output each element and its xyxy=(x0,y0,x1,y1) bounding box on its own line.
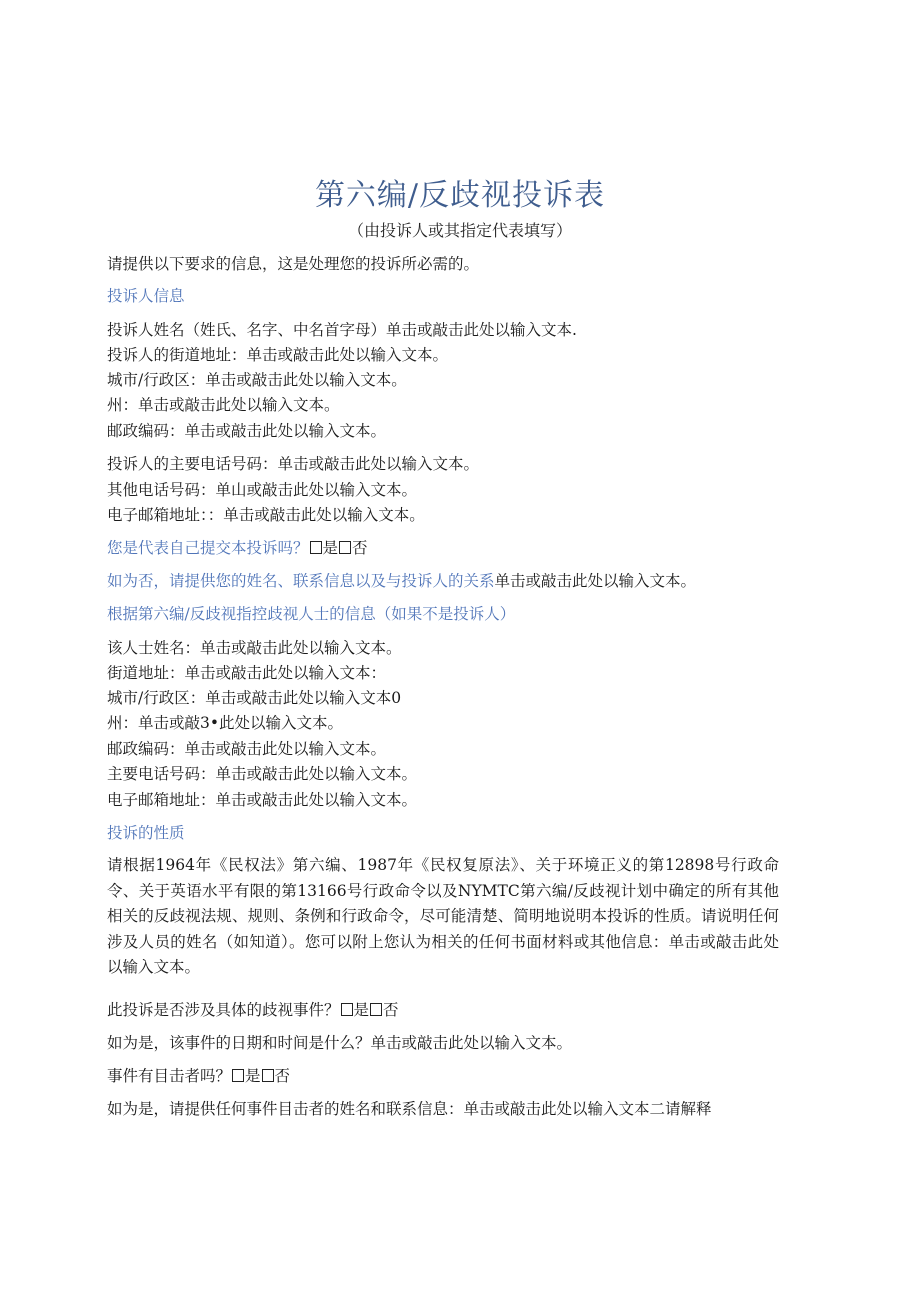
complainant-street-field[interactable]: 单击或敲击此处以输入文本。 xyxy=(246,346,449,364)
discriminator-email-row xyxy=(107,790,417,810)
complainant-city-field[interactable]: 单击或敲击此处以输入文本。 xyxy=(205,371,407,389)
field-label: 该人士姓名： xyxy=(107,639,201,657)
discriminator-street-field[interactable]: 单击或敲击此处以输入文本： xyxy=(184,664,387,682)
field-label: 城市/行政区： xyxy=(107,689,206,707)
witness-question: 事件有目击者吗？ xyxy=(107,1067,232,1085)
field-label: 州： xyxy=(107,714,139,732)
checkbox-label-no: 否 xyxy=(274,1067,291,1085)
incident-question: 此投诉是否涉及具体的歧视事件？ xyxy=(107,1001,340,1019)
incident-date-label: 如为是，该事件的日期和时间是什么？ xyxy=(107,1034,371,1052)
field-label: 街道地址： xyxy=(107,664,185,682)
complainant-phone-row xyxy=(107,454,479,474)
complainant-street-row xyxy=(107,345,448,365)
field-label: 州： xyxy=(107,396,139,414)
discriminator-name-field[interactable]: 单击或敲击此处以输入文本。 xyxy=(200,639,402,657)
checkbox-label-yes: 是 xyxy=(245,1067,261,1085)
complainant-other-phone-field[interactable]: 单山或敲击此处以输入文本。 xyxy=(215,481,418,499)
discriminator-city-row xyxy=(107,688,401,708)
page-title: 第六编/反歧视投诉表 xyxy=(314,178,606,213)
representative-info-field[interactable]: 单击或敲击此处以输入文本。 xyxy=(494,572,697,590)
complainant-other-phone-row xyxy=(107,480,417,500)
field-label: 投诉人的主要电话号码： xyxy=(107,455,278,473)
nature-field[interactable]: 单击或敲击此处以输入文本。 xyxy=(107,932,779,977)
self-submit-row xyxy=(107,538,368,558)
checkbox-label-no: 否 xyxy=(383,1001,399,1019)
complainant-email-field[interactable]: 单击或敲击此处以输入文本。 xyxy=(223,506,425,524)
incident-date-row xyxy=(107,1033,572,1053)
complainant-email-row xyxy=(107,505,425,525)
complainant-city-row xyxy=(107,370,407,390)
checkbox-label-yes: 是 xyxy=(322,539,339,557)
witness-yes-checkbox[interactable] xyxy=(232,1069,244,1082)
discriminator-street-row xyxy=(107,663,386,683)
nature-description: 请根据1964年《民权法》第六编、1987年《民权复原法》、关于环境正义的第12898号行政命令、关于英语水平有限的第13166号行政命令以及NYMTC第六编/反歧视计划中确定的所有其他相关的反歧视法规、规则、条例和行政命令，尽可能清楚、简明地说明本投诉的性质。请说明任何涉及人员的姓名（如知道）。您可以附上您认为相关的任何书面材料或其他信息： xyxy=(107,856,779,951)
complainant-state-field[interactable]: 单击或敲击此处以输入文本。 xyxy=(138,396,340,414)
incident-yes-checkbox[interactable] xyxy=(341,1003,353,1016)
witness-info-label: 如为是，请提供任何事件目击者的姓名和联系信息： xyxy=(107,1100,464,1118)
discriminator-phone-field[interactable]: 单击或敲击此处以输入文本。 xyxy=(215,765,418,783)
witness-info-row xyxy=(107,1099,712,1119)
discriminator-state-field[interactable]: 单击或敲3•此处以输入文本。 xyxy=(138,714,344,732)
complainant-phone-field[interactable]: 单击或敲击此处以输入文本。 xyxy=(277,455,480,473)
field-label: 投诉人姓名（姓氏、名字、中名首字母） xyxy=(107,321,387,339)
witness-no-checkbox[interactable] xyxy=(262,1069,274,1082)
incident-row xyxy=(107,1000,399,1020)
discriminator-heading: 根据第六编/反歧视指控歧视人士的信息（如果不是投诉人） xyxy=(107,605,516,623)
field-label: 其他电话号码： xyxy=(107,481,216,499)
field-label: 城市/行政区： xyxy=(107,371,206,389)
discriminator-zip-row xyxy=(107,739,386,759)
if-no-label: 如为否，请提供您的姓名、联系信息以及与投诉人的关系 xyxy=(107,572,495,590)
checkbox-label-no: 否 xyxy=(352,539,368,557)
discriminator-email-field[interactable]: 单击或敲击此处以输入文本。 xyxy=(215,791,418,809)
field-label: 邮政编码： xyxy=(107,740,185,758)
witness-row xyxy=(107,1066,290,1086)
page-subtitle: （由投诉人或其指定代表填写） xyxy=(347,221,572,240)
complainant-name-field[interactable]: 单击或敲击此处以输入文本. xyxy=(386,321,577,339)
field-label: 电子邮箱地址：： xyxy=(107,506,224,524)
checkbox-label-yes: 是 xyxy=(353,1001,370,1019)
complainant-zip-row xyxy=(107,421,386,441)
intro-text: 请提供以下要求的信息，这是处理您的投诉所必需的。 xyxy=(107,255,480,273)
field-label: 邮政编码： xyxy=(107,422,185,440)
if-no-row xyxy=(107,571,696,591)
witness-info-field[interactable]: 单击或敲击此处以输入文本二请解释 xyxy=(463,1100,712,1118)
discriminator-state-row xyxy=(107,713,343,733)
self-submit-no-checkbox[interactable] xyxy=(339,541,351,554)
incident-date-field[interactable]: 单击或敲击此处以输入文本。 xyxy=(370,1034,573,1052)
field-label: 主要电话号码： xyxy=(107,765,216,783)
field-label: 电子邮箱地址： xyxy=(107,791,216,809)
nature-paragraph xyxy=(107,853,779,981)
discriminator-name-row xyxy=(107,638,402,658)
complainant-heading: 投诉人信息 xyxy=(107,287,185,305)
nature-heading: 投诉的性质 xyxy=(107,824,185,842)
complainant-state-row xyxy=(107,395,340,415)
incident-no-checkbox[interactable] xyxy=(370,1003,382,1016)
self-submit-question: 您是代表自己提交本投诉吗？ xyxy=(107,539,309,557)
discriminator-zip-field[interactable]: 单击或敲击此处以输入文本。 xyxy=(184,740,387,758)
self-submit-yes-checkbox[interactable] xyxy=(310,541,322,554)
discriminator-phone-row xyxy=(107,764,417,784)
field-label: 投诉人的街道地址： xyxy=(107,346,247,364)
discriminator-city-field[interactable]: 单击或敲击此处以输入文本0 xyxy=(205,689,402,707)
complainant-name-row xyxy=(107,320,577,340)
complainant-zip-field[interactable]: 单击或敲击此处以输入文本。 xyxy=(184,422,387,440)
